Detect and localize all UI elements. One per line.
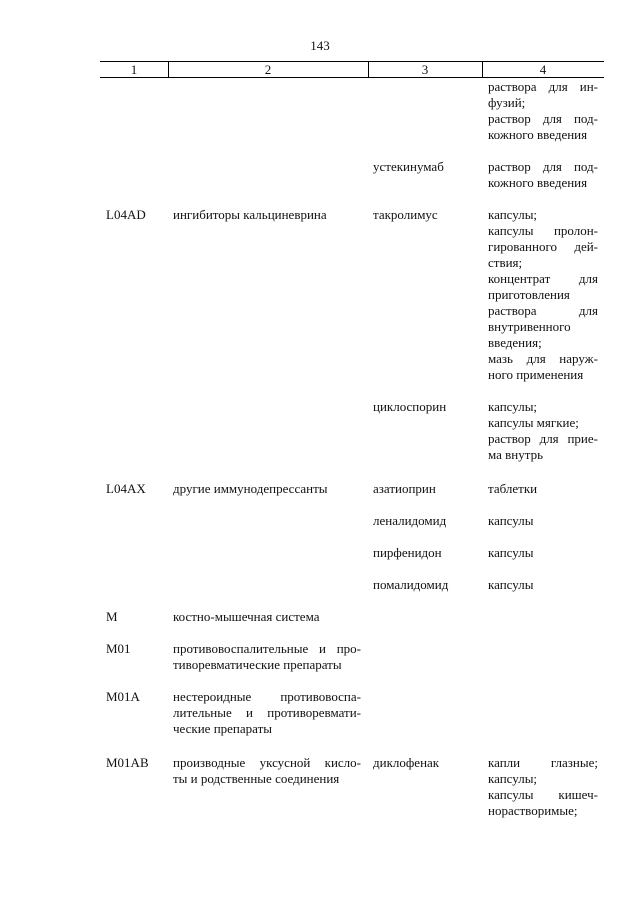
dosage-form-line: ствия; <box>488 255 523 270</box>
dosage-form-line: мазь для наруж- <box>488 351 598 366</box>
drug-name: помалидомид <box>373 577 449 592</box>
dosage-forms <box>488 755 598 819</box>
dosage-forms <box>488 399 598 463</box>
dosage-form-line: капсулы; <box>488 207 538 222</box>
atc-group-name <box>173 689 361 737</box>
atc-code: M01AB <box>106 755 149 770</box>
dosage-form: капсулы <box>488 513 534 528</box>
dosage-form-line: капсулы мягкие; <box>488 415 579 430</box>
dosage-form-line: ного применения <box>488 367 584 382</box>
atc-group-name: ингибиторы кальциневрина <box>173 207 327 222</box>
dosage-form-line: капсулы кишеч- <box>488 787 598 802</box>
drug-name: циклоспорин <box>373 399 447 414</box>
atc-code: L04AX <box>106 481 146 496</box>
atc-group-name <box>173 755 361 787</box>
dosage-form-line: гированного дей- <box>488 239 598 254</box>
dosage-form-line: раствор для под- <box>488 111 598 126</box>
group-name-line: ты и родственные соединения <box>173 771 340 786</box>
dosage-form-line: раствор для под- <box>488 159 598 174</box>
dosage-form-line: капсулы; <box>488 399 538 414</box>
atc-code: M01A <box>106 689 140 704</box>
dosage-form-line: капсулы пролон- <box>488 223 598 238</box>
header-col-1: 1 <box>130 62 138 77</box>
drug-name: диклофенак <box>373 755 440 770</box>
atc-group-name: костно-мышечная система <box>173 609 320 624</box>
page-number: 143 <box>310 38 330 53</box>
dosage-form-line: капсулы; <box>488 771 538 786</box>
drug-name: такролимус <box>373 207 438 222</box>
drug-name: леналидомид <box>373 513 447 528</box>
atc-group-name <box>173 641 361 673</box>
atc-code: L04AD <box>106 207 146 222</box>
dosage-form: капсулы <box>488 577 534 592</box>
dosage-forms <box>488 207 598 383</box>
dosage-form-line: ма внутрь <box>488 447 544 462</box>
dosage-form: капсулы <box>488 545 534 560</box>
header-col-4: 4 <box>539 62 547 77</box>
dosage-form-line: введения; <box>488 335 542 350</box>
dosage-form-line: раствора для ин- <box>488 79 598 94</box>
atc-code: M <box>106 609 118 624</box>
drug-name: пирфенидон <box>373 545 442 560</box>
dosage-form-line: концентрат для <box>488 271 598 286</box>
group-name-line: производные уксусной кисло- <box>173 755 361 770</box>
group-name-line: ческие препараты <box>173 721 272 736</box>
atc-group-name: другие иммунодепрессанты <box>173 481 328 496</box>
dosage-form: таблетки <box>488 481 538 496</box>
header-col-2: 2 <box>264 62 272 77</box>
dosage-form-line: раствор для прие- <box>488 431 598 446</box>
drug-name: азатиоприн <box>373 481 436 496</box>
header-col-3: 3 <box>421 62 429 77</box>
dosage-form-line: кожного введения <box>488 175 588 190</box>
dosage-form-line: приготовления <box>488 287 570 302</box>
atc-code: M01 <box>106 641 131 656</box>
dosage-forms <box>488 159 598 191</box>
dosage-form-line: раствора для <box>488 303 598 318</box>
group-name-line: нестероидные противовоспа- <box>173 689 361 704</box>
group-name-line: противовоспалительные и про- <box>173 641 361 656</box>
dosage-form-line: кожного введения <box>488 127 588 142</box>
group-name-line: тиворевматические препараты <box>173 657 342 672</box>
dosage-forms <box>488 79 598 143</box>
dosage-form-line: фузий; <box>488 95 526 110</box>
dosage-form-line: внутривенного <box>488 319 571 334</box>
drug-name: устекинумаб <box>373 159 444 174</box>
dosage-form-line: норастворимые; <box>488 803 578 818</box>
table-header <box>100 61 604 78</box>
group-name-line: лительные и противоревмати- <box>173 705 361 720</box>
dosage-form-line: капли глазные; <box>488 755 598 770</box>
